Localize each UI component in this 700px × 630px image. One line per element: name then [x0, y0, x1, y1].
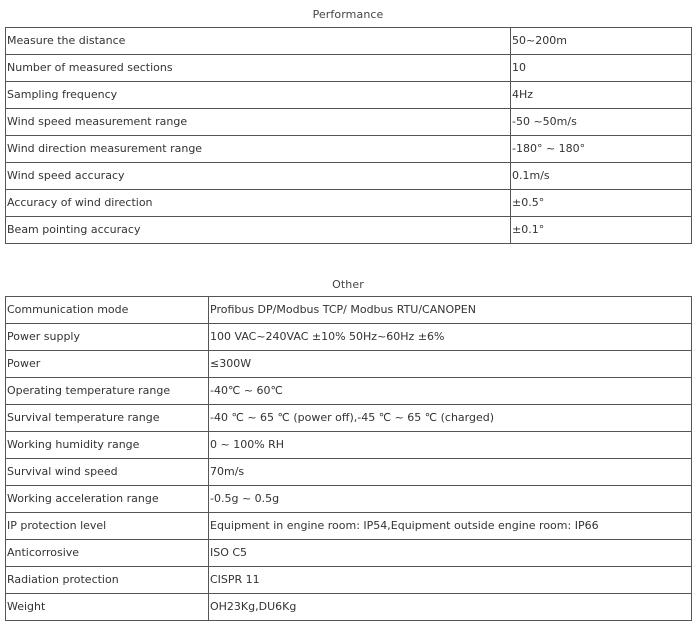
spec-value: 100 VAC~240VAC ±10% 50Hz~60Hz ±6% — [209, 324, 692, 351]
spec-value: Equipment in engine room: IP54,Equipment outside engine room: IP66 — [209, 513, 692, 540]
performance-section-title: Performance — [312, 8, 384, 21]
spec-value: ±0.1° — [511, 217, 692, 244]
spec-label: Accuracy of wind direction — [6, 190, 511, 217]
spec-label: Anticorrosive — [6, 540, 209, 567]
table-row — [6, 324, 692, 351]
table-row — [6, 594, 692, 621]
spec-value: -40℃ ~ 60℃ — [209, 378, 692, 405]
spec-label: Wind speed accuracy — [6, 163, 511, 190]
other-table — [5, 296, 692, 621]
table-row — [6, 217, 692, 244]
spec-value: 70m/s — [209, 459, 692, 486]
table-row — [6, 163, 692, 190]
table-row — [6, 136, 692, 163]
spec-label: Wind direction measurement range — [6, 136, 511, 163]
spec-label: Beam pointing accuracy — [6, 217, 511, 244]
table-row — [6, 109, 692, 136]
spec-value: CISPR 11 — [209, 567, 692, 594]
spec-value: 0.1m/s — [511, 163, 692, 190]
table-row — [6, 190, 692, 217]
table-row — [6, 82, 692, 109]
spec-value: Profibus DP/Modbus TCP/ Modbus RTU/CANOPEN — [209, 297, 692, 324]
spec-value: OH23Kg,DU6Kg — [209, 594, 692, 621]
spec-label: Survival wind speed — [6, 459, 209, 486]
table-row — [6, 513, 692, 540]
spec-value: -0.5g ~ 0.5g — [209, 486, 692, 513]
table-row — [6, 28, 692, 55]
table-row — [6, 459, 692, 486]
table-row — [6, 297, 692, 324]
spec-label: Radiation protection — [6, 567, 209, 594]
table-row — [6, 540, 692, 567]
spec-label: Power supply — [6, 324, 209, 351]
spec-value: -50 ~50m/s — [511, 109, 692, 136]
spec-label: Operating temperature range — [6, 378, 209, 405]
table-row — [6, 432, 692, 459]
spec-value: 50~200m — [511, 28, 692, 55]
spec-label: Power — [6, 351, 209, 378]
performance-table — [5, 27, 692, 244]
spec-label: Communication mode — [6, 297, 209, 324]
table-row — [6, 567, 692, 594]
spec-value: ≤300W — [209, 351, 692, 378]
table-row — [6, 55, 692, 82]
spec-value: -180° ~ 180° — [511, 136, 692, 163]
spec-label: Wind speed measurement range — [6, 109, 511, 136]
spec-label: Weight — [6, 594, 209, 621]
spec-value: 0 ~ 100% RH — [209, 432, 692, 459]
spec-value: -40 ℃ ~ 65 ℃ (power off),-45 ℃ ~ 65 ℃ (charged) — [209, 405, 692, 432]
spec-label: Number of measured sections — [6, 55, 511, 82]
table-row — [6, 351, 692, 378]
spec-label: Survival temperature range — [6, 405, 209, 432]
spec-label: Measure the distance — [6, 28, 511, 55]
table-row — [6, 405, 692, 432]
other-section-title: Other — [332, 278, 364, 291]
spec-label: Working acceleration range — [6, 486, 209, 513]
spec-value: ±0.5° — [511, 190, 692, 217]
spec-label: Sampling frequency — [6, 82, 511, 109]
table-row — [6, 486, 692, 513]
table-row — [6, 378, 692, 405]
spec-label: Working humidity range — [6, 432, 209, 459]
spec-label: IP protection level — [6, 513, 209, 540]
spec-value: ISO C5 — [209, 540, 692, 567]
spec-value: 10 — [511, 55, 692, 82]
spec-value: 4Hz — [511, 82, 692, 109]
